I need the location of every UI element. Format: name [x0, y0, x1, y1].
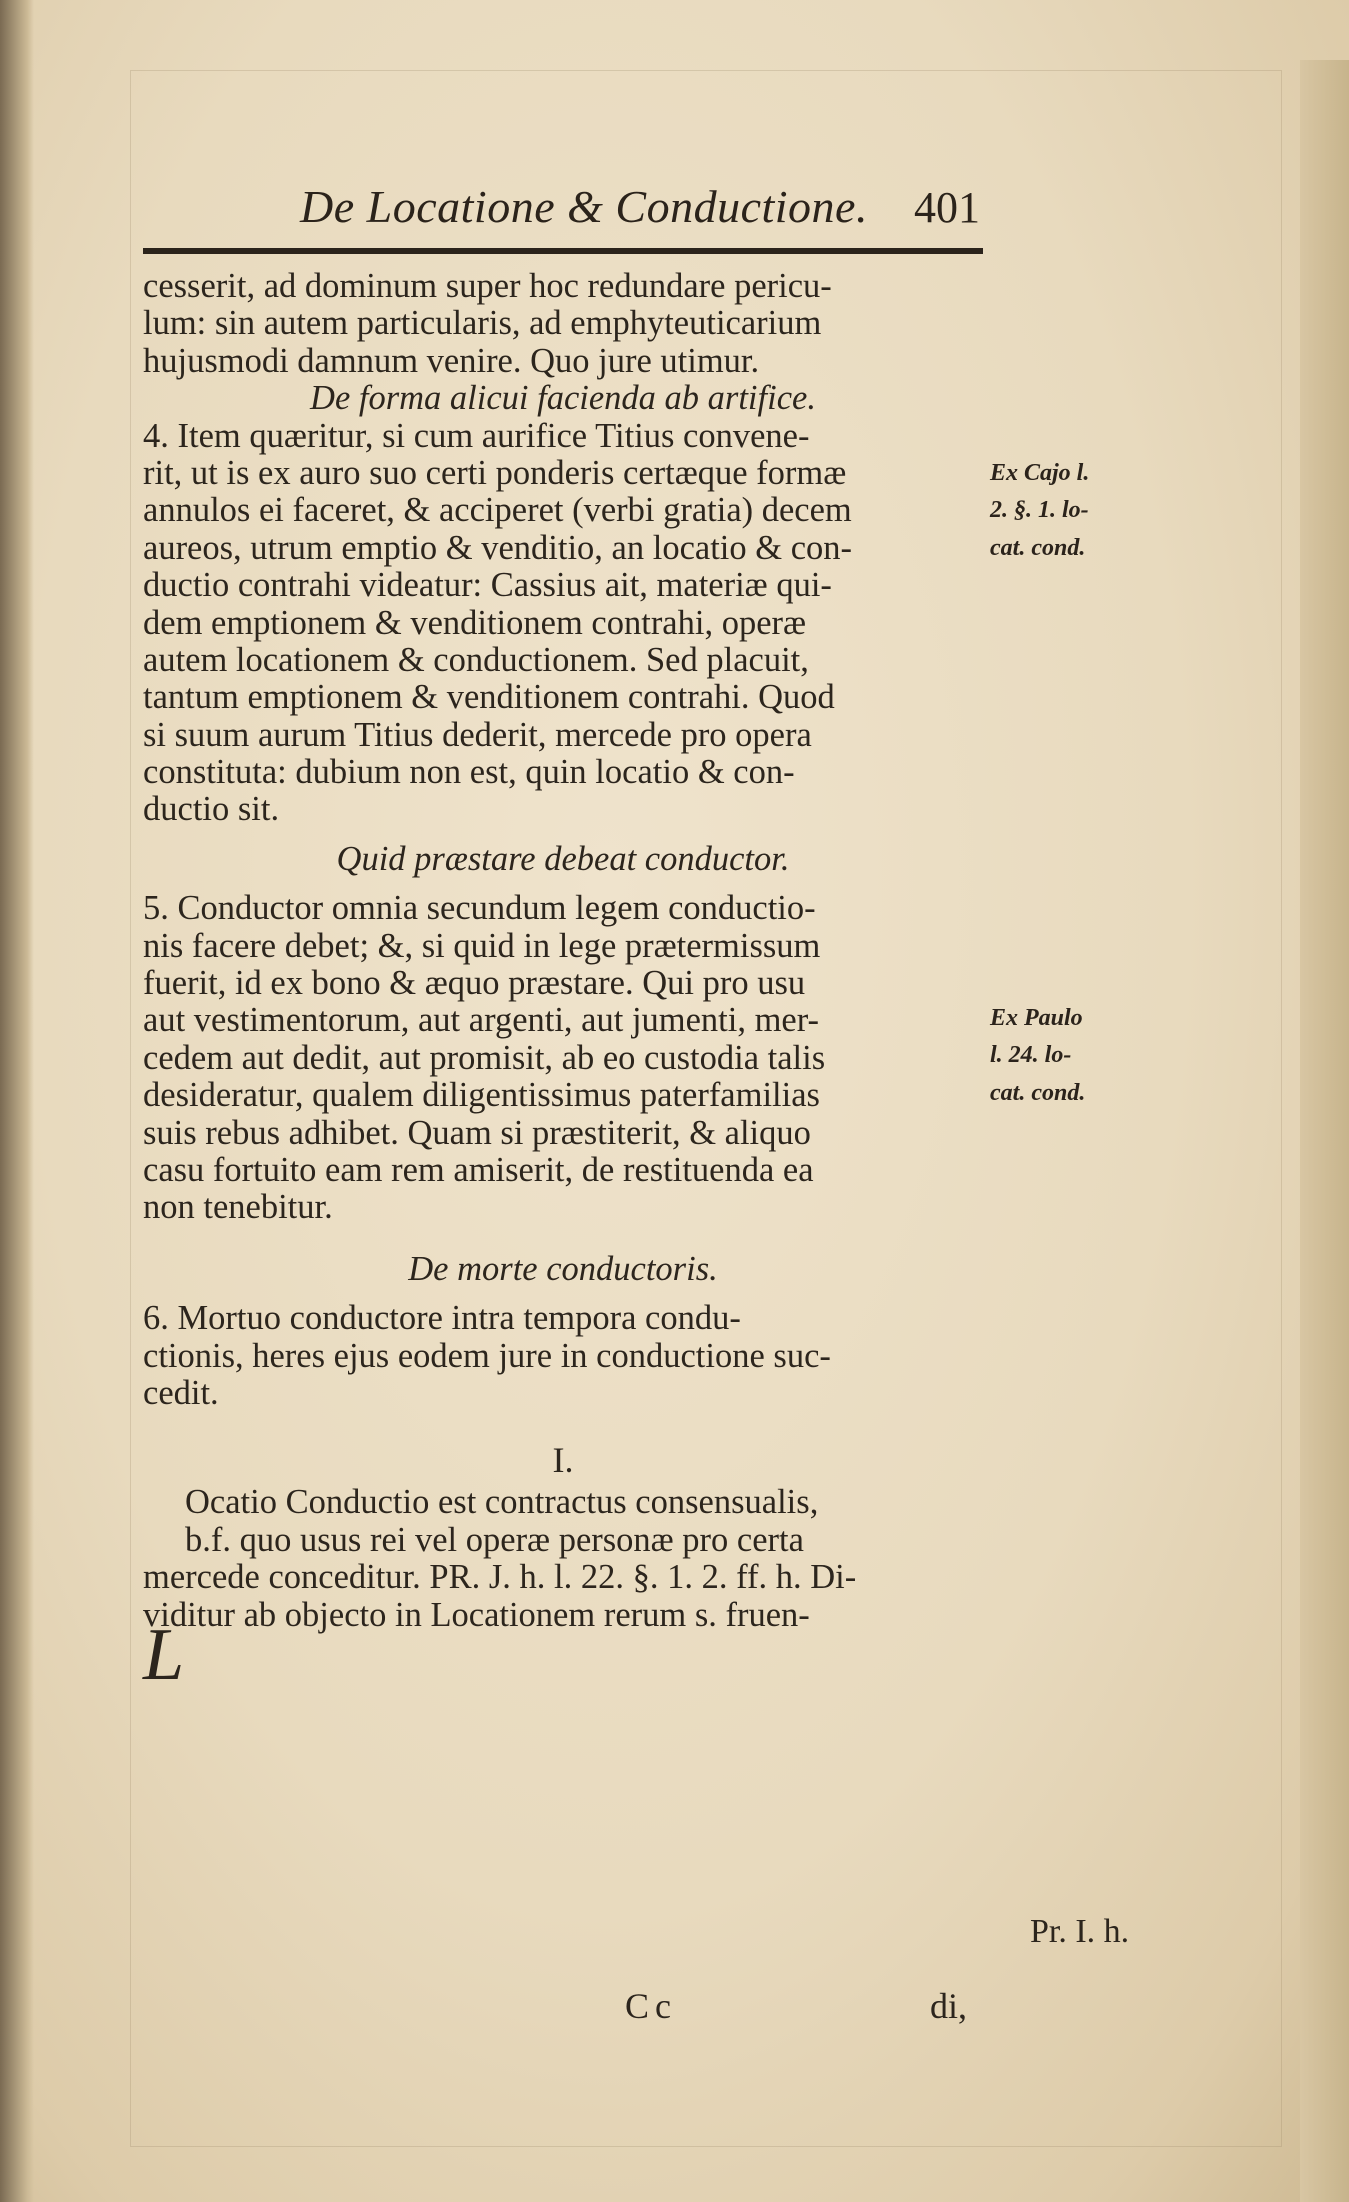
section-heading: De morte conductoris. [408, 1249, 718, 1288]
page-header [300, 180, 990, 240]
text-line: tantum emptionem & venditionem contrahi. Quod [143, 678, 835, 717]
text-line: constituta: dubium non est, quin locatio & con- [143, 753, 795, 792]
text-line: cesserit, ad dominum super hoc redundare pericu- [143, 267, 832, 305]
text-line: autem locationem & conductionem. Sed placuit, [143, 640, 809, 679]
section-numeral: I. [552, 1440, 574, 1481]
text-line: viditur ab objecto in Locationem rerum s. fruen- [143, 1595, 810, 1634]
text-line: nis facere debet; &, si quid in lege prætermissum [143, 926, 821, 965]
margin-note: Pr. I. h. [1030, 1913, 1130, 1950]
text-line: b.f. quo usus rei vel operæ personæ pro certa [185, 1520, 804, 1559]
margin-note-line: Ex Cajo l. [990, 460, 1090, 486]
page-gutter-shadow [0, 0, 34, 2202]
text-line: fuerit, id ex bono & æquo præstare. Qui pro usu [143, 964, 806, 1003]
text-line: suis rebus adhibet. Quam si præstiterit, & aliquo [143, 1113, 811, 1152]
margin-note [990, 1000, 1085, 1112]
text-line: ductio sit. [143, 790, 280, 829]
catchword: di, [930, 1986, 968, 2026]
text-line: dem emptionem & venditionem contrahi, operæ [143, 603, 807, 642]
text-line: non tenebitur. [143, 1188, 333, 1227]
page-number: 401 [914, 183, 980, 232]
margin-note-line: cat. cond. [990, 1079, 1086, 1106]
margin-note [990, 455, 1089, 567]
text-line: mercede conceditur. PR. J. h. l. 22. §. 1. 2. ff. h. Di- [143, 1558, 857, 1597]
margin-note-line: cat. cond. [990, 534, 1086, 561]
text-line: lum: sin autem particularis, ad emphyteuticarium [143, 304, 822, 343]
text-line: 4. Item quæritur, si cum aurifice Titius convene- [143, 416, 810, 455]
text-line: 6. Mortuo conductore intra tempora condu- [143, 1299, 741, 1338]
drop-cap: L [143, 1614, 185, 1696]
text-line: 5. Conductor omnia secundum legem conductio- [143, 889, 816, 928]
margin-note-line: Ex Paulo [990, 1005, 1083, 1031]
body-text [143, 268, 983, 1634]
margin-note-line: l. 24. lo- [990, 1042, 1072, 1069]
text-line: cedit. [143, 1373, 219, 1412]
running-title: De Locatione & Conductione. [300, 181, 868, 232]
text-line: ctionis, heres ejus eodem jure in conductione suc- [143, 1336, 831, 1375]
text-line: annulos ei faceret, & acciperet (verbi gratia) decem [143, 491, 852, 530]
signature-mark: Cc [625, 1986, 677, 2026]
page-fore-edge [1300, 60, 1349, 2202]
text-line-after-dropcap: Ocatio Conductio est contractus consensualis, [185, 1483, 819, 1522]
text-line: rit, ut is ex auro suo certi ponderis certæque formæ [143, 453, 847, 492]
section-heading: De forma alicui facienda ab artifice. [310, 379, 816, 418]
text-line: aureos, utrum emptio & venditio, an locatio & con- [143, 528, 853, 567]
header-rule [143, 248, 983, 254]
text-line: ductio contrahi videatur: Cassius ait, materiæ qui- [143, 566, 832, 605]
text-line: aut vestimentorum, aut argenti, aut jumenti, mer- [143, 1001, 820, 1040]
text-line: cedem aut dedit, aut promisit, ab eo custodia talis [143, 1038, 826, 1077]
text-line: si suum aurum Titius dederit, mercede pro opera [143, 715, 812, 754]
text-line: desideratur, qualem diligentissimus paterfamilias [143, 1076, 820, 1115]
text-line: casu fortuito eam rem amiserit, de restituenda ea [143, 1150, 814, 1189]
margin-note-line: 2. §. 1. lo- [990, 497, 1089, 524]
section-heading: Quid præstare debeat conductor. [336, 839, 790, 878]
text-line: hujusmodi damnum venire. Quo jure utimur. [143, 341, 760, 380]
